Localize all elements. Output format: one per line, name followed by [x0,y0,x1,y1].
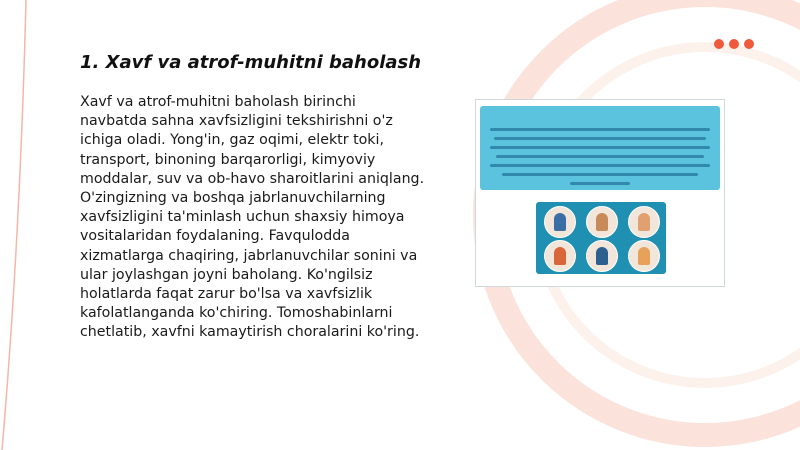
left-edge-curve [2,0,26,450]
first-aid-illustration [475,99,725,287]
banner-text-line [490,146,710,149]
first-aid-scene-icon [544,240,576,272]
slide-body-text: Xavf va atrof-muhitni baholash birinchi navbatda sahna xavfsizligini tekshirishni o'z ichiga oladi. Yong'in, gaz oqimi, elektr toki, transport, binoning barqarorligi, kimyoviy moddalar, suv va ob-havo sharoitlarini aniqlang. O'zingizning va boshqa jabrlanuvchilarning xavfsizligini ta'minlash uchun shaxsiy himoya vositalaridan foydalaning. Favqulodda xizmatlarga chaqiring, jabrlanuvchilar sonini va ular joylashgan joyni baholang. Ko'ngilsiz holatlarda faqat zarur bo'lsa va xavfsizlik kafolatlanganda ko'chiring. Tomoshabinlarni chetlatib, xavfni kamaytirish choralarini ko'ring. [80,94,425,341]
dot [729,39,739,49]
banner-text-line [502,173,698,176]
first-aid-scene-icon [586,206,618,238]
banner-text-line [570,182,630,185]
first-aid-scene-icon [628,206,660,238]
banner-text-line [490,128,710,131]
dot [714,39,724,49]
more-dots-icon[interactable] [714,39,754,49]
slide-title: 1. Xavf va atrof-muhitni baholash [80,52,422,73]
illustration-icon-grid [536,202,666,274]
banner-text-line [494,137,706,140]
first-aid-scene-icon [544,206,576,238]
banner-text-line [496,155,704,158]
illustration-info-banner [480,106,720,190]
dot [744,39,754,49]
first-aid-scene-icon [628,240,660,272]
banner-text-line [490,164,710,167]
first-aid-scene-icon [586,240,618,272]
